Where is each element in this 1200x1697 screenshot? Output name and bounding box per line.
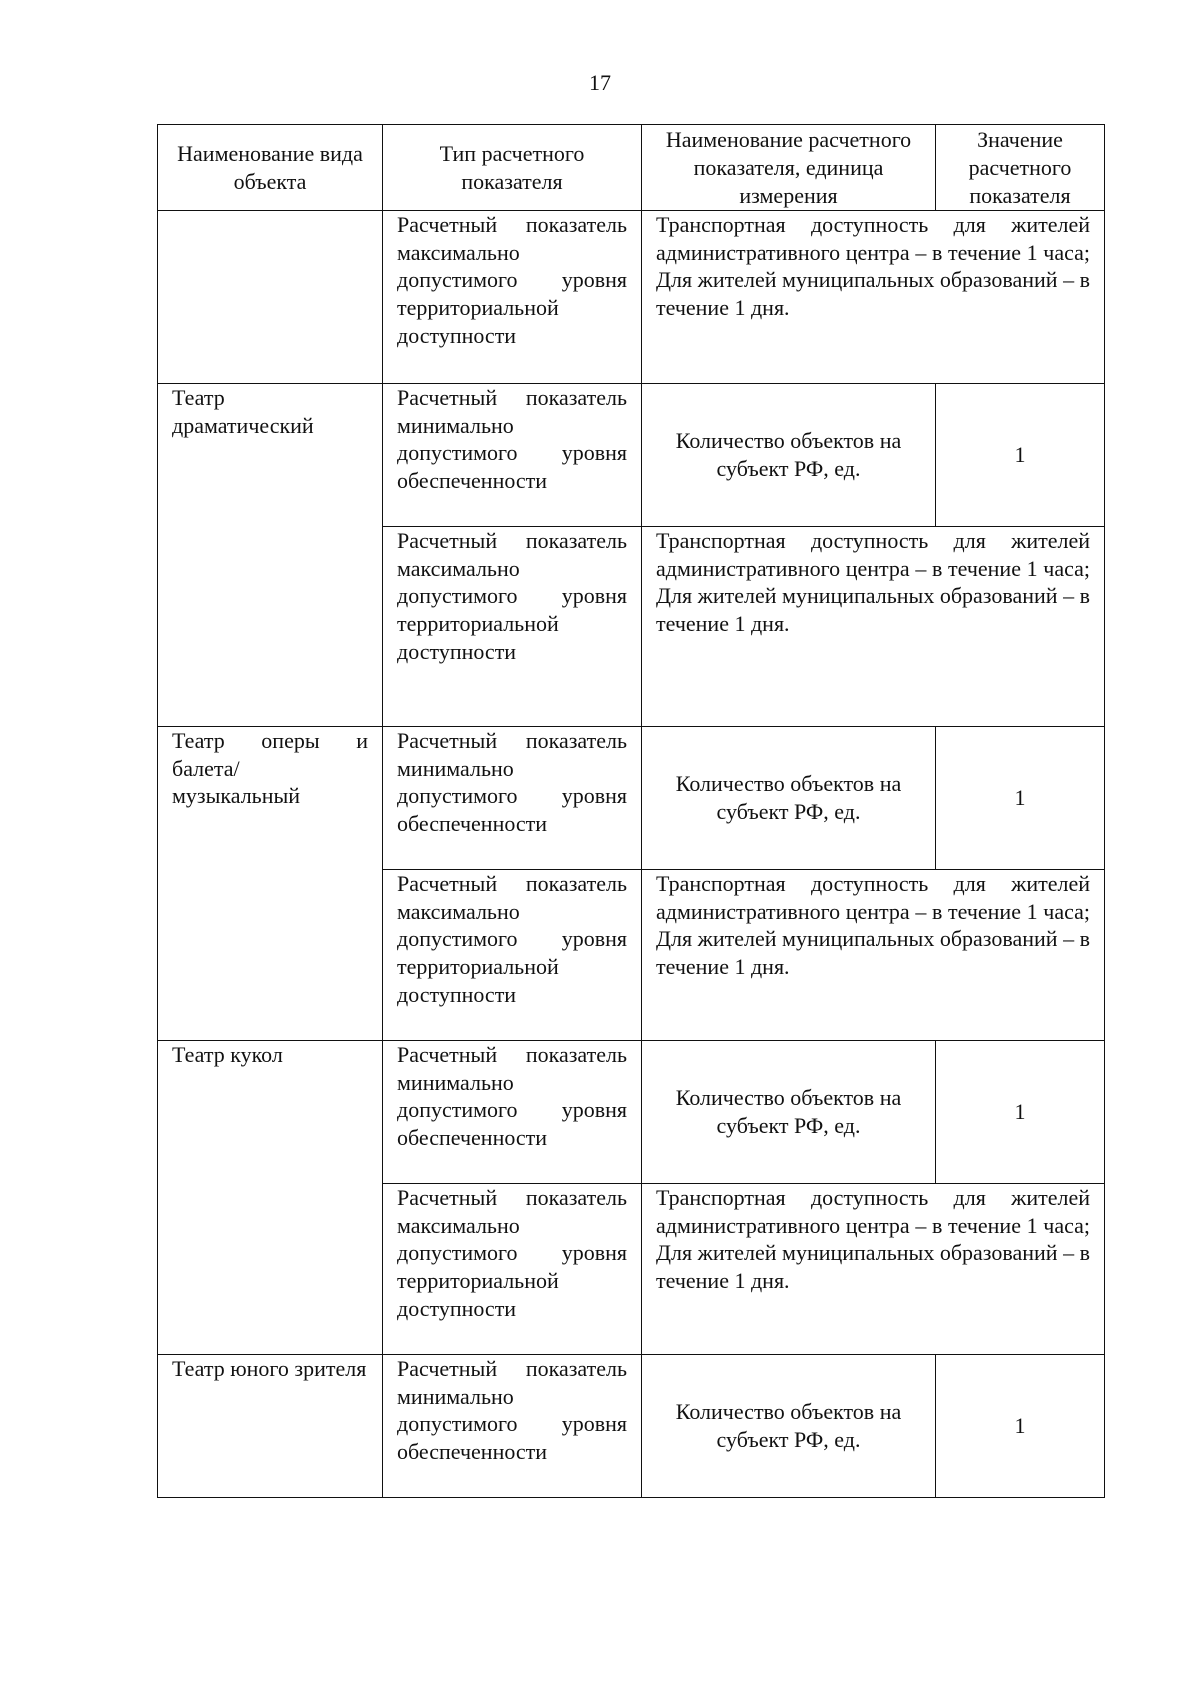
table-row — [158, 727, 1105, 870]
indicator-type-cell: Расчетный показатель минимально допустимого уровня обеспеченности — [383, 1041, 642, 1184]
object-name-cell: Театр оперы и балета/ музыкальный — [158, 727, 383, 1041]
table-row — [158, 384, 1105, 527]
object-name-cell — [158, 211, 383, 384]
table-row — [158, 1041, 1105, 1184]
indicator-type-cell: Расчетный показатель максимально допустимого уровня территориальной доступности — [383, 211, 642, 384]
indicator-name-cell: Транспортная доступность для жителей административного центра – в течение 1 часа; Для жителей муниципальных образований – в течение 1 дня. — [642, 1184, 1105, 1355]
indicator-name-cell: Количество объектов на субъект РФ, ед. — [642, 1355, 936, 1498]
table-header-row — [158, 125, 1105, 211]
header-indicator-name — [642, 125, 936, 211]
indicator-value-cell: 1 — [936, 1041, 1105, 1184]
indicator-value-cell: 1 — [936, 727, 1105, 870]
indicator-name-cell: Количество объектов на субъект РФ, ед. — [642, 727, 936, 870]
header-indicator-type — [383, 125, 642, 211]
indicator-type-cell: Расчетный показатель минимально допустимого уровня обеспеченности — [383, 384, 642, 527]
indicator-name-cell: Транспортная доступность для жителей административного центра – в течение 1 часа; Для жителей муниципальных образований – в течение 1 дня. — [642, 527, 1105, 727]
table-row — [158, 1355, 1105, 1498]
header-col2-text: Тип расчетного показателя — [439, 140, 585, 194]
header-col3-text: Наименование расчетного показателя, единица измерения — [665, 126, 912, 208]
indicator-type-cell: Расчетный показатель минимально допустимого уровня обеспеченности — [383, 1355, 642, 1498]
object-name-cell: Театр кукол — [158, 1041, 383, 1355]
object-name-cell: Театр драматический — [158, 384, 383, 727]
table-row — [158, 211, 1105, 384]
indicator-type-cell: Расчетный показатель максимально допустимого уровня территориальной доступности — [383, 1184, 642, 1355]
indicator-name-cell: Количество объектов на субъект РФ, ед. — [642, 1041, 936, 1184]
header-indicator-value — [936, 125, 1105, 211]
header-col4-text: Значение расчетного показателя — [968, 126, 1072, 208]
standards-table — [157, 124, 1105, 1498]
indicator-type-cell: Расчетный показатель минимально допустимого уровня обеспеченности — [383, 727, 642, 870]
indicator-value-cell: 1 — [936, 1355, 1105, 1498]
indicator-name-cell: Транспортная доступность для жителей административного центра – в течение 1 часа; Для жителей муниципальных образований – в течение 1 дня. — [642, 870, 1105, 1041]
indicator-name-cell: Транспортная доступность для жителей административного центра – в течение 1 часа; Для жителей муниципальных образований – в течение 1 дня. — [642, 211, 1105, 384]
object-name-cell: Театр юного зрителя — [158, 1355, 383, 1498]
header-col1-text: Наименование вида объекта — [177, 140, 363, 194]
indicator-type-cell: Расчетный показатель максимально допустимого уровня территориальной доступности — [383, 527, 642, 727]
header-object-name — [158, 125, 383, 211]
indicator-value-cell: 1 — [936, 384, 1105, 527]
indicator-name-cell: Количество объектов на субъект РФ, ед. — [642, 384, 936, 527]
page-number: 17 — [589, 70, 611, 95]
indicator-type-cell: Расчетный показатель максимально допустимого уровня территориальной доступности — [383, 870, 642, 1041]
